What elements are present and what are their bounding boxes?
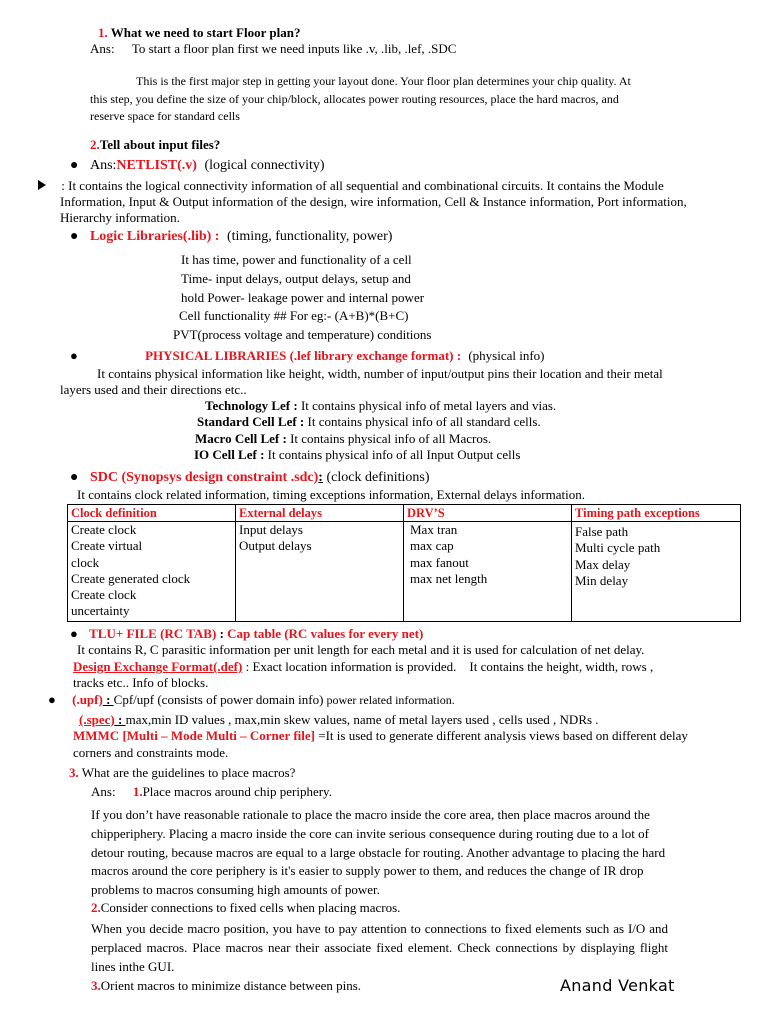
lib-line-1: It has time, power and functionality of a cell <box>181 252 412 267</box>
table-cell-timing-path-exceptions: False path Multi cycle path Max delay Min delay <box>572 522 741 622</box>
lef-label: PHYSICAL LIBRARIES (.lef library exchange format) : <box>145 348 462 363</box>
q3-guideline-2: 2.Consider connections to fixed cells when placing macros. <box>91 900 401 915</box>
table-cell-external-delays: Input delays Output delays <box>236 522 404 622</box>
bullet-icon: ● <box>70 470 79 485</box>
lib-line-2: Time- input delays, output delays, setup and <box>181 271 411 286</box>
bullet-icon: ● <box>48 692 56 707</box>
netlist-label: NETLIST(.v) <box>116 158 197 173</box>
lef-line-1: It contains physical information like height, width, number of input/output pins their location and their metal <box>97 366 663 381</box>
q2-heading: 2.Tell about input files? <box>90 137 221 152</box>
table-header-drvs: DRV’S <box>404 505 572 522</box>
lef-type-technology: Technology Lef : It contains physical info of metal layers and vias. <box>205 398 557 413</box>
author-signature: Anand Venkat <box>560 976 675 995</box>
mmmc-line-2: corners and constraints mode. <box>73 745 229 760</box>
bullet-icon: ● <box>70 229 79 244</box>
q1-answer: Ans: To start a floor plan first we need inputs like .v, .lib, .lef, .SDC <box>90 41 457 56</box>
q1-para-line-3: reserve space for standard cells <box>90 109 240 123</box>
netlist-item: ● Ans:NETLIST(.v) (logical connectivity) <box>70 158 325 173</box>
lef-type-io-cell: IO Cell Lef : It contains physical info of all Input Output cells <box>194 447 521 462</box>
spec-label: (.spec) <box>79 712 115 727</box>
lib-label: Logic Libraries(.lib) : <box>89 229 220 244</box>
q3-guideline-3: 3.Orient macros to minimize distance between pins. <box>91 978 362 993</box>
arrow-bullet-icon <box>38 180 46 190</box>
def-item: Design Exchange Format(.def) : Exact location information is provided. It contains the height, width, rows , <box>73 659 654 674</box>
bullet-icon: ● <box>70 626 78 641</box>
q3-heading: 3. What are the guidelines to place macros? <box>69 765 296 780</box>
def-line-2: tracks etc.. Info of blocks. <box>73 675 209 690</box>
table-header-external-delays: External delays <box>236 505 404 522</box>
tlu-item: ● TLU+ FILE (RC TAB) : Cap table (RC values for every net) <box>70 626 424 641</box>
sdc-line: It contains clock related information, timing exceptions information, External delays information. <box>77 487 585 502</box>
bullet-icon: ● <box>70 348 78 363</box>
q1-heading: 1. What we need to start Floor plan? <box>98 25 301 40</box>
upf-label: (.upf) <box>72 692 103 707</box>
netlist-line-3: Hierarchy information. <box>60 210 180 225</box>
lef-item: ● PHYSICAL LIBRARIES (.lef library exchange format) : (physical info) <box>70 348 545 363</box>
table-header-clock-definition: Clock definition <box>68 505 236 522</box>
q1-para-line-2: this step, you define the size of your chip/block, allocates power routing resources, place the hard macros, and <box>90 92 619 106</box>
tlu-line: It contains R, C parasitic information per unit length for each metal and it is used for calculation of net delay. <box>77 642 645 657</box>
lib-item: ● Logic Libraries(.lib) : (timing, functionality, power) <box>70 229 393 244</box>
tlu-label: TLU+ FILE (RC TAB) <box>89 626 217 641</box>
table-cell-drvs: Max tran max cap max fanout max net length <box>404 522 572 622</box>
table-cell-clock-definition: Create clock Create virtual clock Create generated clock Create clock uncertainty <box>68 522 236 622</box>
spec-item: (.spec) : max,min ID values , max,min skew values, name of metal layers used , cells used , NDRs . <box>79 712 599 727</box>
lef-type-standard-cell: Standard Cell Lef : It contains physical info of all standard cells. <box>197 414 541 429</box>
q3-para-1: If you don’t have reasonable rationale to place the macro inside the core area, then place macros around the chipperiphery. Placing a macro inside the core can invite serious consequence during routing due to a lot of detour routing, because macros are equal to a large obstacle for routing. Another advantage to placing the hard macros around the core periphery is it's easier to supply power to them, and reduces the change of IR drop problems to macros consuming high amounts of power. <box>91 807 666 898</box>
lib-line-3: hold Power- leakage power and internal power <box>181 290 425 305</box>
mmmc-item: MMMC [Multi – Mode Multi – Corner file] =It is used to generate different analysis views based on different delay <box>73 728 688 743</box>
lib-line-4: Cell functionality ## For eg:- (A+B)*(B+C) <box>179 308 409 323</box>
sdc-label: SDC (Synopsys design constraint .sdc) <box>89 470 319 485</box>
netlist-line-1: : It contains the logical connectivity information of all sequential and combinational circuits. It contains the Module <box>38 178 664 194</box>
q3-guideline-1: Ans: 1.Place macros around chip periphery. <box>91 784 332 799</box>
q3-para-2: When you decide macro position, you have to pay attention to connections to fixed elements such as I/O and perplaced macros. Place macros near their associate fixed element. Check connections by displaying flight lines inthe GUI. <box>91 921 668 974</box>
mmmc-label: MMMC [Multi – Mode Multi – Corner file] <box>73 728 315 743</box>
sdc-item: ● SDC (Synopsys design constraint .sdc): (clock definitions) <box>70 470 430 485</box>
netlist-line-2: Information, Input & Output information of the design, wire information, Cell & Instance information, Port information, <box>60 194 687 209</box>
lef-type-macro-cell: Macro Cell Lef : It contains physical info of all Macros. <box>195 431 492 446</box>
bullet-icon: ● <box>70 158 79 173</box>
table-header-timing-path-exceptions: Timing path exceptions <box>572 505 741 522</box>
lib-line-5: PVT(process voltage and temperature) conditions <box>173 327 432 342</box>
sdc-table <box>67 504 741 622</box>
lef-line-2: layers used and their directions etc.. <box>60 382 247 397</box>
def-label: Design Exchange Format(.def) <box>73 659 243 674</box>
q1-para-line-1: This is the first major step in getting your layout done. Your floor plan determines your chip quality. At <box>136 74 631 88</box>
upf-item: ● (.upf) : Cpf/upf (consists of power domain info) power related information. <box>48 692 455 707</box>
